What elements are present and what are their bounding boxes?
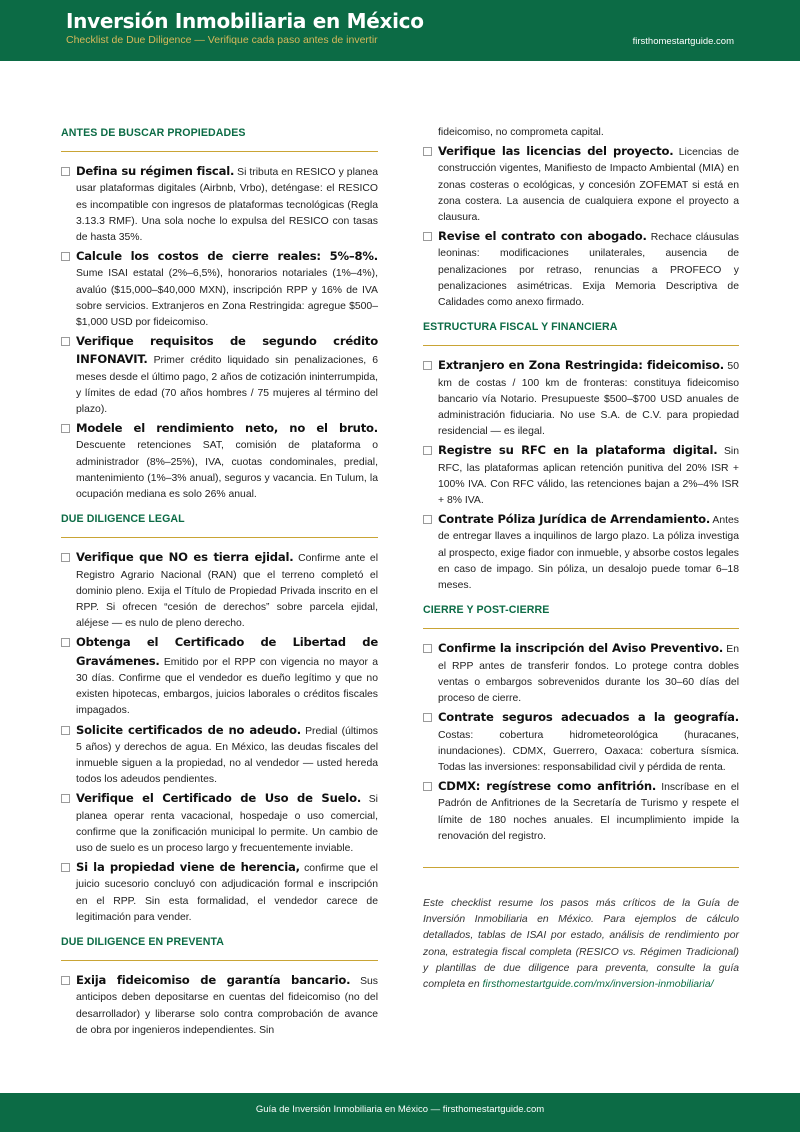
note-divider	[423, 867, 739, 868]
item-body: Descuente retenciones SAT, comisión de plataforma o administrador (8%–25%), IVA, cuotas condominales, predial, mantenimiento (1%–3% anual), seguros y vacancia. En Tulum, la ocupación mediana es solo 26% anual.	[76, 440, 378, 501]
checkbox-icon[interactable]	[423, 446, 432, 455]
checkbox-icon[interactable]	[61, 252, 70, 261]
item-lead: CDMX: regístrese como anfitrión.	[438, 779, 657, 794]
item-body: Emitido por el RPP con vigencia no mayor a 30 días. Confirme que el vendedor es dueño legítimo y que no existen hipotecas, embargos, juicios laborales o créditos fiscales impagados.	[76, 656, 378, 717]
item-body: Sume ISAI estatal (2%–6,5%), honorarios notariales (1%–4%), avalúo ($15,000–$40,000 MXN), inscripción RPP y 16% de IVA sobre servicios. Extranjeros en Zona Restringida: agregue $500–$1,000 USD por fideicomiso.	[76, 268, 378, 329]
checkbox-icon[interactable]	[423, 147, 432, 156]
page-subtitle: Checklist de Due Diligence — Verifique cada paso antes de invertir	[66, 34, 378, 46]
checkbox-icon[interactable]	[61, 424, 70, 433]
item-lead: Solicite certificados de no adeudo.	[76, 722, 301, 737]
item-lead: Verifique el Certificado de Uso de Suelo.	[76, 791, 362, 806]
checkbox-icon[interactable]	[61, 337, 70, 346]
section-divider	[61, 960, 378, 961]
checkbox-icon[interactable]	[423, 361, 432, 370]
item-body: Predial (últimos 5 años) y derechos de agua. En México, las deudas fiscales del inmueble siguen a la propiedad, no al vendedor — usted hereda todos los adeudos pendientes.	[76, 725, 378, 786]
item-lead: Si la propiedad viene de herencia,	[76, 860, 300, 875]
checklist-item	[61, 333, 378, 418]
checklist-item	[423, 778, 739, 845]
page-footer	[0, 1093, 800, 1132]
item-lead: Modele el rendimiento neto, no el bruto.	[76, 421, 378, 436]
checkbox-icon[interactable]	[423, 782, 432, 791]
checklist-item	[61, 972, 378, 1039]
checkbox-icon[interactable]	[423, 515, 432, 524]
checklist-item	[423, 228, 739, 311]
section-title-fiscal: ESTRUCTURA FISCAL Y FINANCIERA	[423, 321, 618, 334]
section-divider	[61, 537, 378, 538]
section-title-preventa: DUE DILIGENCE EN PREVENTA	[61, 935, 224, 948]
checkbox-icon[interactable]	[61, 863, 70, 872]
checklist-item	[423, 442, 739, 509]
item-continuation: fideicomiso, no comprometa capital.	[438, 127, 604, 138]
item-lead: Obtenga el Certificado de Libertad de Gravámenes.	[76, 635, 378, 668]
item-lead: Revise el contrato con abogado.	[438, 229, 647, 244]
item-body: Confirme ante el Registro Agrario Nacional (RAN) que el terreno completó el dominio pleno. Exija el Título de Propiedad Privada inscrito en el RPP. Si ofrecen “cesión de derechos” sobre parcela ejidal, aléjese — es nulo de pleno derecho.	[76, 553, 379, 630]
item-body: Si planea operar renta vacacional, hospedaje o uso comercial, confirme que la zonificación municipal lo permite. Un cambio de uso de suelo es un proceso largo y frecuentemente inviable.	[76, 794, 378, 854]
note-text: Este checklist resume los pasos más críticos de la Guía de Inversión Inmobiliaria en México. Para ejemplos de cálculo detallados, tablas de ISAI por estado, análisis de rendimiento por zona, estrategia fiscal completa (RESICO vs. Régimen Tradicional) y plantillas de due diligence para preventa, consulte la guía completa en	[423, 897, 739, 990]
checkbox-icon[interactable]	[423, 713, 432, 722]
section-divider	[423, 628, 739, 629]
checklist-item	[61, 790, 378, 857]
item-lead: Exija fideicomiso de garantía bancario.	[76, 973, 351, 988]
checklist-item	[61, 859, 378, 926]
checklist-item	[61, 634, 378, 719]
checklist-item	[423, 511, 739, 594]
closing-note	[423, 896, 739, 993]
checkbox-icon[interactable]	[61, 167, 70, 176]
item-lead: Calcule los costos de cierre reales: 5%–8%.	[76, 249, 378, 264]
checkbox-icon[interactable]	[423, 644, 432, 653]
checkbox-icon[interactable]	[423, 232, 432, 241]
section-title-antes: ANTES DE BUSCAR PROPIEDADES	[61, 127, 246, 139]
guide-link[interactable]: firsthomestartguide.com/mx/inversion-inmobiliaria/	[482, 978, 714, 990]
item-lead: Extranjero en Zona Restringida: fideicomiso.	[438, 358, 724, 373]
footer-text: Guía de Inversión Inmobiliaria en México — firsthomestartguide.com	[255, 1104, 545, 1115]
item-body: Sus anticipos deben depositarse en cuentas del fideicomiso (no del desarrollador) y liberarse solo contra comprobación de avance de obra por ingenieros independientes. Sin	[76, 976, 378, 1036]
checklist-item	[61, 420, 378, 503]
checkbox-icon[interactable]	[61, 794, 70, 803]
item-body: Primer crédito liquidado sin penalizaciones, 6 meses desde el último pago, 2 años de cotización ininterrumpida, y límites de edad (70 años hombres / 75 mujeres al término del plazo).	[76, 355, 378, 416]
item-body: Licencias de construcción vigentes, Manifiesto de Impacto Ambiental (MIA) en zonas costeras o ecológicas, y concesión ZOFEMAT si está en zona costera. La ausencia de cualquiera expone el proyecto a clausura.	[438, 147, 739, 224]
item-lead: Verifique requisitos de segundo crédito INFONAVIT.	[76, 334, 378, 367]
checklist-item	[423, 640, 739, 707]
item-lead: Verifique las licencias del proyecto.	[438, 144, 674, 159]
header-site-url: firsthomestartguide.com	[632, 36, 734, 47]
checkbox-icon[interactable]	[61, 553, 70, 562]
item-body: Rechace cláusulas leoninas: modificaciones unilaterales, ausencia de penalizaciones por retraso, renuncias a PROFECO y penalizaciones asimétricas. Exija Memoria Descriptiva de Calidades como anexo firmado.	[438, 232, 739, 309]
item-lead: Registre su RFC en la plataforma digital.	[438, 443, 718, 458]
item-body: Si tributa en RESICO y planea usar plataformas digitales (Airbnb, Vrbo), deténgase: el RESICO es incompatible con ingresos de plataformas tecnológicas (Regla 3.13.3 RMF). Una sola noche lo expulsa del RESICO con tasas de hasta 35%.	[76, 167, 379, 244]
checkbox-icon[interactable]	[61, 638, 70, 647]
item-body: En el RPP antes de transferir fondos. Lo protege contra dobles ventas o embargos sobrevenidos durante los 30–60 días del proceso de cierre.	[438, 644, 739, 705]
checklist-item	[423, 357, 739, 440]
checklist-item	[61, 549, 378, 632]
item-body: Costas: cobertura hidrometeorológica (huracanes, inundaciones). CDMX, Guerrero, Oaxaca: cobertura sísmica. Todas las inversiones: responsabilidad civil y pérdida de renta.	[438, 729, 739, 773]
item-lead: Confirme la inscripción del Aviso Preventivo.	[438, 641, 724, 656]
checklist-item	[423, 709, 739, 776]
checklist-item	[423, 143, 739, 226]
section-divider	[423, 345, 739, 346]
item-lead: Verifique que NO es tierra ejidal.	[76, 550, 294, 565]
left-column	[61, 125, 378, 1041]
item-body: Sin RFC, las plataformas aplican retención punitiva del 20% ISR + 100% IVA. Con RFC válido, las retenciones bajan a 2%–4% ISR + 8% IVA.	[438, 446, 740, 507]
section-title-legal: DUE DILIGENCE LEGAL	[61, 513, 185, 526]
checkbox-icon[interactable]	[61, 726, 70, 735]
checklist-item	[61, 722, 378, 789]
checklist-item	[61, 163, 378, 246]
item-lead: Defina su régimen fiscal.	[76, 164, 235, 179]
item-body: Antes de entregar llaves a inquilinos de largo plazo. La póliza investiga al prospecto, exige fiador con inmueble, y absorbe costos legales en caso de impago. Sin póliza, un desalojo puede tomar 6–18 meses.	[438, 515, 739, 592]
item-lead: Contrate Póliza Jurídica de Arrendamiento.	[438, 512, 711, 527]
section-divider	[61, 151, 378, 152]
item-body: Inscríbase en el Padrón de Anfitriones de la Secretaría de Turismo y respete el límite de 180 noches anuales. El incumplimiento impide la renovación del registro.	[438, 782, 739, 842]
right-column	[423, 125, 739, 993]
item-body: 50 km de costas / 100 km de fronteras: constituya fideicomiso bancario vía Notario. Presupueste $500–$700 USD anuales de administración fiduciaria. No use S.A. de C.V. para propiedad residencial — es ilegal.	[438, 361, 739, 438]
item-body: confirme que el juicio sucesorio concluyó con adjudicación formal e inscripción en el RPP. Sin esta formalidad, el vendedor carece de legitimación para vender.	[76, 863, 378, 923]
section-title-cierre: CIERRE Y POST-CIERRE	[423, 604, 550, 617]
checklist-item	[61, 248, 378, 331]
page-header	[0, 0, 800, 61]
checkbox-icon[interactable]	[61, 976, 70, 985]
item-lead: Contrate seguros adecuados a la geografía.	[438, 710, 739, 725]
page-title: Inversión Inmobiliaria en México	[66, 9, 424, 33]
